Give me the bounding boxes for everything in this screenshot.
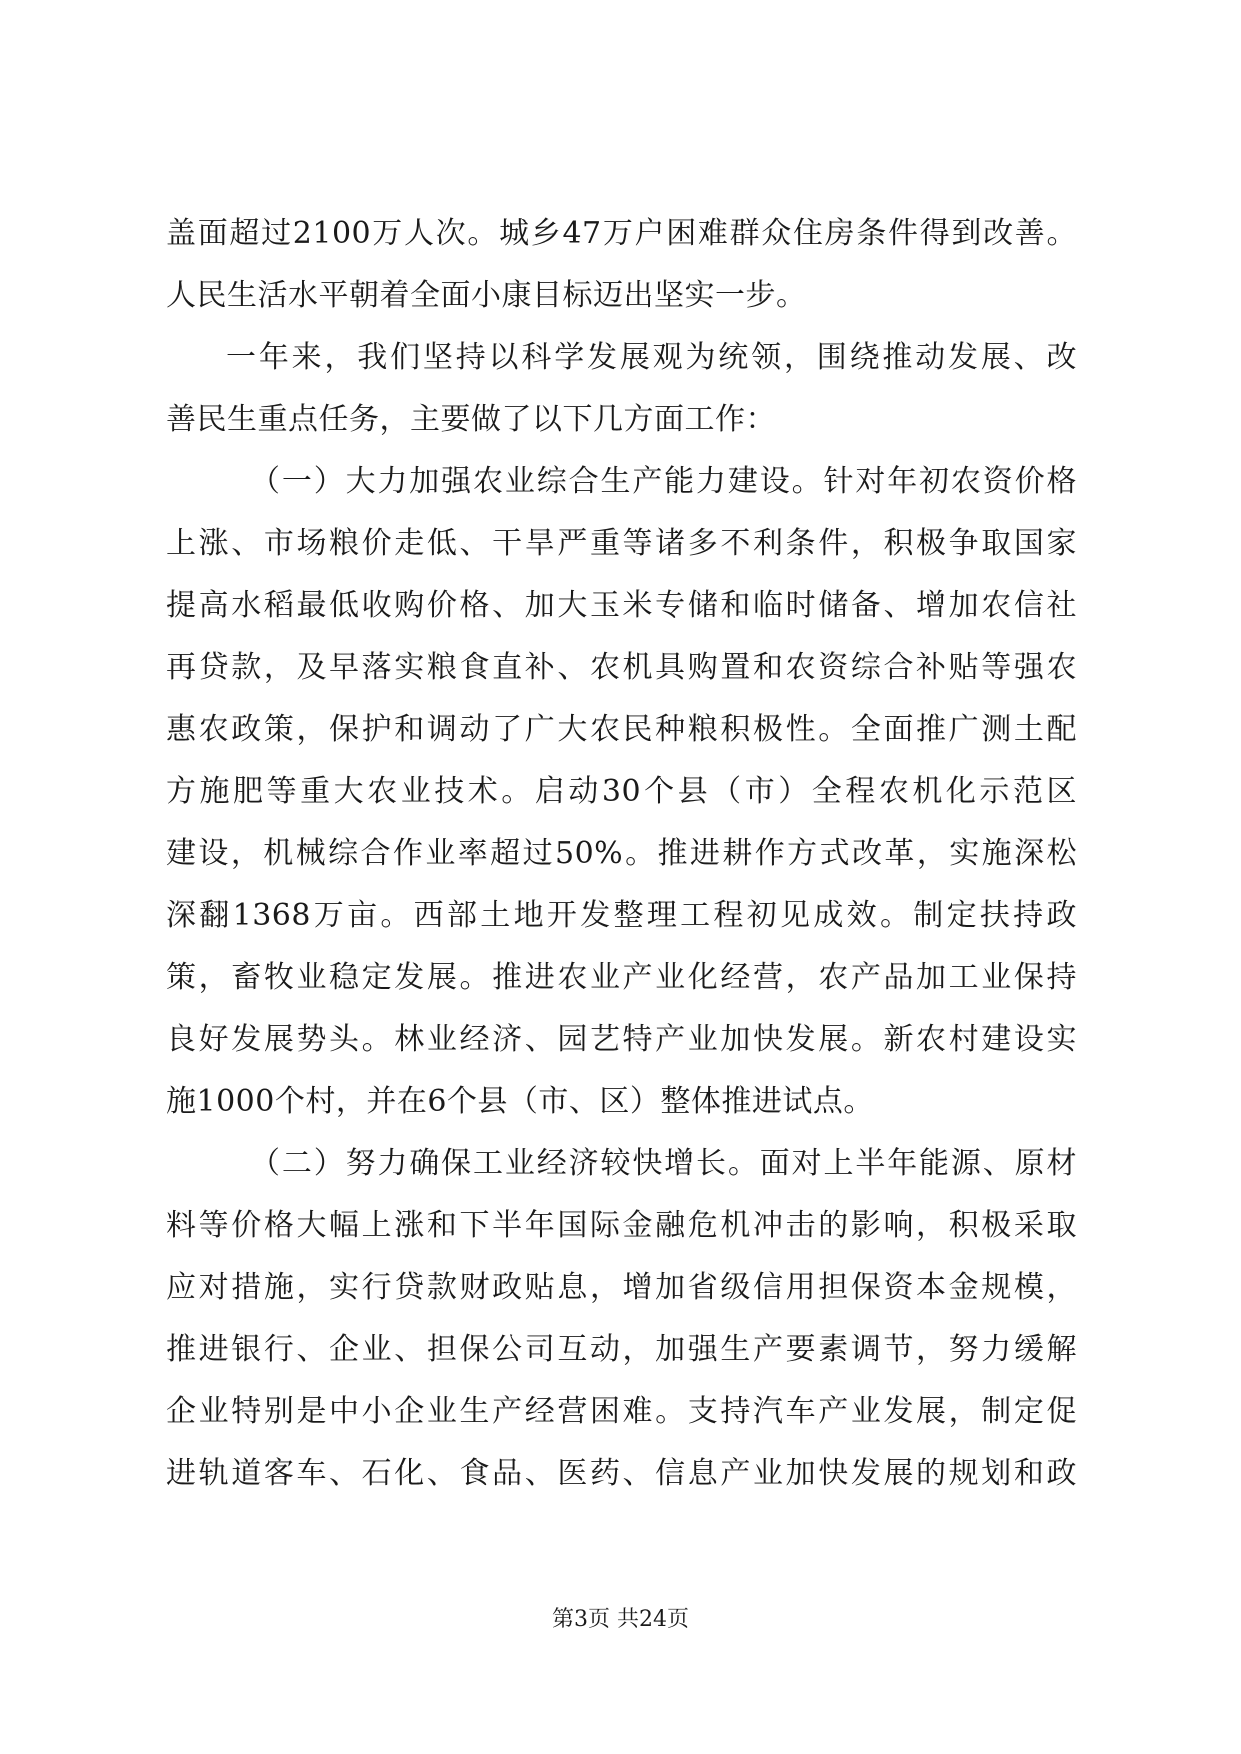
document-body	[166, 203, 1077, 1505]
text-line: 善民生重点任务，主要做了以下几方面工作：	[166, 402, 776, 437]
text-line: 方施肥等重大农业技术。启动30个县（市）全程农机化示范区	[166, 774, 1077, 809]
text-line: 再贷款，及早落实粮食直补、农机具购置和农资综合补贴等强农	[166, 650, 1077, 685]
page-number: 第3页 共24页	[552, 1607, 689, 1632]
text-line: 惠农政策，保护和调动了广大农民种粮积极性。全面推广测土配	[166, 712, 1077, 747]
text-line: 上涨、市场粮价走低、干旱严重等诸多不利条件，积极争取国家	[166, 526, 1077, 561]
text-line: 一年来，我们坚持以科学发展观为统领，围绕推动发展、改	[226, 340, 1077, 375]
text-line: 进轨道客车、石化、食品、医药、信息产业加快发展的规划和政	[166, 1456, 1077, 1491]
text-line: 人民生活水平朝着全面小康目标迈出坚实一步。	[166, 278, 807, 313]
text-line: 策，畜牧业稳定发展。推进农业产业化经营，农产品加工业保持	[166, 960, 1077, 995]
text-line: 企业特别是中小企业生产经营困难。支持汽车产业发展，制定促	[166, 1394, 1077, 1429]
text-line: 良好发展势头。林业经济、园艺特产业加快发展。新农村建设实	[166, 1022, 1077, 1057]
text-line: 盖面超过2100万人次。城乡47万户困难群众住房条件得到改善。	[166, 216, 1077, 251]
text-line: （一）大力加强农业综合生产能力建设。针对年初农资价格	[250, 464, 1077, 499]
text-line: 推进银行、企业、担保公司互动，加强生产要素调节，努力缓解	[166, 1332, 1077, 1367]
text-line: 提高水稻最低收购价格、加大玉米专储和临时储备、增加农信社	[166, 588, 1077, 623]
text-line: 深翻1368万亩。西部土地开发整理工程初见成效。制定扶持政	[166, 898, 1077, 933]
text-line: （二）努力确保工业经济较快增长。面对上半年能源、原材	[250, 1146, 1077, 1181]
text-line: 建设，机械综合作业率超过50%。推进耕作方式改革，实施深松	[166, 836, 1077, 871]
page-footer	[0, 1605, 1241, 1635]
text-line: 应对措施，实行贷款财政贴息，增加省级信用担保资本金规模，	[166, 1270, 1077, 1305]
text-line: 施1000个村，并在6个县（市、区）整体推进试点。	[166, 1084, 874, 1119]
text-line: 料等价格大幅上涨和下半年国际金融危机冲击的影响，积极采取	[166, 1208, 1077, 1243]
